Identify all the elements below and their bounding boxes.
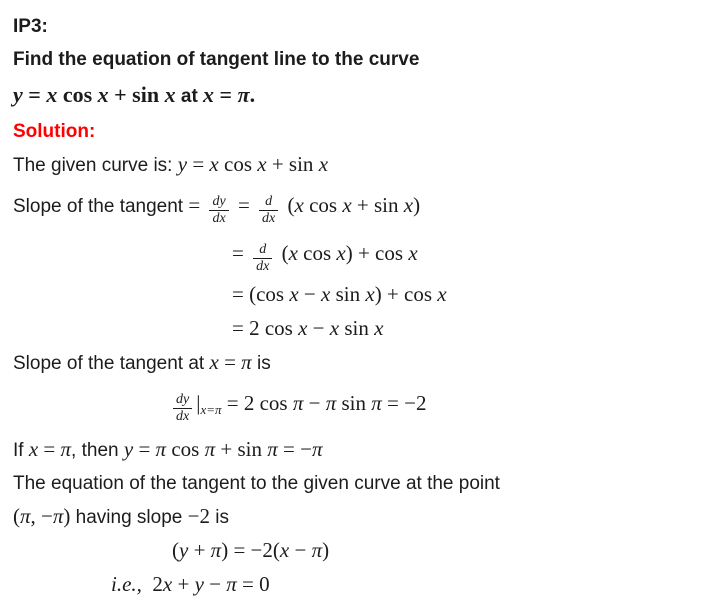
math-run: = xyxy=(22,82,47,107)
given-curve xyxy=(13,148,710,182)
math-run: y xyxy=(123,437,134,461)
math-run: . xyxy=(249,82,256,107)
math-run: = xyxy=(38,437,61,461)
text-run: , then xyxy=(71,440,124,461)
math-run: x xyxy=(279,538,290,562)
math-run: = xyxy=(218,350,242,374)
math-run: 2 xyxy=(141,572,163,596)
text-run: The given curve is: xyxy=(13,155,178,176)
math-run: x xyxy=(257,152,267,176)
math-run: = (cos xyxy=(232,282,290,306)
math-run: π xyxy=(210,538,222,562)
math-run: cos xyxy=(297,241,337,265)
fraction xyxy=(259,195,278,227)
math-run: x xyxy=(209,152,219,176)
math-run: π xyxy=(20,504,31,528)
math-run: π xyxy=(226,572,237,596)
math-run: x xyxy=(365,282,375,306)
math-run: sin xyxy=(330,282,366,306)
math-run: cos xyxy=(218,152,258,176)
text-run: If xyxy=(13,440,29,461)
math-run: ( xyxy=(276,241,289,265)
math-run: π xyxy=(311,538,323,562)
math-run: π xyxy=(241,350,252,374)
math-run: ) = −2( xyxy=(221,538,280,562)
math-run: π xyxy=(311,437,323,461)
math-run: sin xyxy=(339,316,375,340)
fraction-denominator: dx xyxy=(209,210,228,227)
math-run: = 2 cos xyxy=(221,391,293,415)
tangent-equation-intro xyxy=(13,467,710,500)
math-run: ) xyxy=(322,538,330,562)
solution-label xyxy=(13,115,710,148)
math-run: = xyxy=(214,82,238,107)
solution-label-text: Solution: xyxy=(13,121,96,142)
math-run: π xyxy=(292,391,304,415)
curve-equation xyxy=(13,76,710,115)
fraction-numerator: d xyxy=(265,193,273,209)
math-run: = 0 xyxy=(236,572,270,596)
math-run: x xyxy=(318,152,329,176)
fraction xyxy=(253,243,272,275)
math-run: π xyxy=(371,391,382,415)
slope-derivation xyxy=(13,182,710,230)
slope-evaluation xyxy=(169,380,710,433)
math-run: ) + cos xyxy=(374,282,438,306)
math-run: y xyxy=(194,572,204,596)
math-run: + sin xyxy=(266,152,319,176)
subscript-run: x=π xyxy=(200,402,222,417)
math-run: x xyxy=(46,82,58,107)
deriv-step-2 xyxy=(232,278,710,312)
fraction xyxy=(209,195,228,227)
math-run: x xyxy=(403,193,414,217)
math-run: − xyxy=(289,538,312,562)
math-run: x xyxy=(342,193,352,217)
text-run: Find the equation of tangent line to the curve xyxy=(13,49,420,70)
math-run: cos xyxy=(166,437,205,461)
math-run: y xyxy=(177,152,188,176)
math-run: y xyxy=(13,82,23,107)
math-run: ( xyxy=(13,504,20,528)
fraction xyxy=(173,393,192,425)
math-run: π xyxy=(237,82,250,107)
math-run: + sin xyxy=(215,437,268,461)
math-run: = xyxy=(188,193,206,217)
fraction-numerator: dy xyxy=(176,391,190,407)
fraction-denominator: dx xyxy=(253,258,272,275)
math-run: π xyxy=(60,437,72,461)
math-run: x xyxy=(298,316,308,340)
math-run: −2 xyxy=(187,504,210,528)
point-slope-form xyxy=(172,534,710,568)
math-run: ) xyxy=(413,193,421,217)
math-run: x xyxy=(294,193,304,217)
math-run: ( xyxy=(172,538,179,562)
math-run: x xyxy=(164,82,176,107)
math-run: x xyxy=(162,572,173,596)
math-run: ) xyxy=(63,504,76,528)
math-run: x xyxy=(336,241,346,265)
math-run: = xyxy=(133,437,156,461)
problem-statement xyxy=(13,43,710,76)
math-run: x xyxy=(321,282,331,306)
math-run: + sin xyxy=(108,82,165,107)
deriv-step-3 xyxy=(232,312,710,346)
math-run: x xyxy=(437,282,447,306)
math-run: + sin xyxy=(351,193,404,217)
math-run: cos xyxy=(303,193,343,217)
math-run: x xyxy=(289,282,299,306)
math-run: x xyxy=(288,241,298,265)
math-run: x xyxy=(329,316,340,340)
text-run: having slope xyxy=(75,507,188,528)
math-run: = xyxy=(187,152,210,176)
text-run: Slope of the tangent xyxy=(13,196,189,217)
math-run: | xyxy=(196,391,201,415)
math-run: x xyxy=(408,241,418,265)
fraction-denominator: dx xyxy=(259,210,278,227)
math-run: − xyxy=(298,282,322,306)
math-run: π xyxy=(325,391,337,415)
fraction-denominator: dx xyxy=(173,408,192,425)
math-run: − xyxy=(307,316,330,340)
text-run: is xyxy=(251,353,271,374)
math-run: − xyxy=(303,391,326,415)
math-run: π xyxy=(155,437,167,461)
math-run: i.e., xyxy=(111,572,142,596)
slope-at-pi xyxy=(13,346,710,380)
problem-id xyxy=(13,10,710,43)
point-and-slope xyxy=(13,500,710,534)
math-run: x xyxy=(203,82,215,107)
math-run: sin xyxy=(336,391,372,415)
fraction-numerator: dy xyxy=(212,193,226,209)
math-run: x xyxy=(97,82,109,107)
math-run: x xyxy=(374,316,384,340)
y-at-pi xyxy=(13,433,710,467)
math-run: x xyxy=(28,437,39,461)
math-run: − xyxy=(203,572,227,596)
deriv-step-1 xyxy=(232,230,710,278)
math-run: y xyxy=(179,538,189,562)
math-run: = −2 xyxy=(381,391,427,415)
text-run: at xyxy=(175,86,204,107)
math-run: x xyxy=(209,350,219,374)
text-run: is xyxy=(209,507,229,528)
math-run: + xyxy=(172,572,195,596)
text-run: Slope of the tangent at xyxy=(13,353,210,374)
math-run: = xyxy=(232,241,250,265)
fraction-numerator: d xyxy=(259,241,267,257)
text-run: The equation of the tangent to the given curve at the point xyxy=(13,473,500,494)
math-run: ) + cos xyxy=(345,241,409,265)
math-run: π xyxy=(267,437,278,461)
math-run: π xyxy=(204,437,216,461)
final-answer xyxy=(111,568,710,602)
math-run: ( xyxy=(282,193,295,217)
math-run: , − xyxy=(30,504,53,528)
math-run: = 2 cos xyxy=(232,316,299,340)
text-run: IP3: xyxy=(13,16,48,37)
math-run: = xyxy=(232,193,256,217)
math-run: cos xyxy=(57,82,98,107)
math-run: + xyxy=(188,538,211,562)
math-run: π xyxy=(52,504,64,528)
math-run: = − xyxy=(277,437,312,461)
